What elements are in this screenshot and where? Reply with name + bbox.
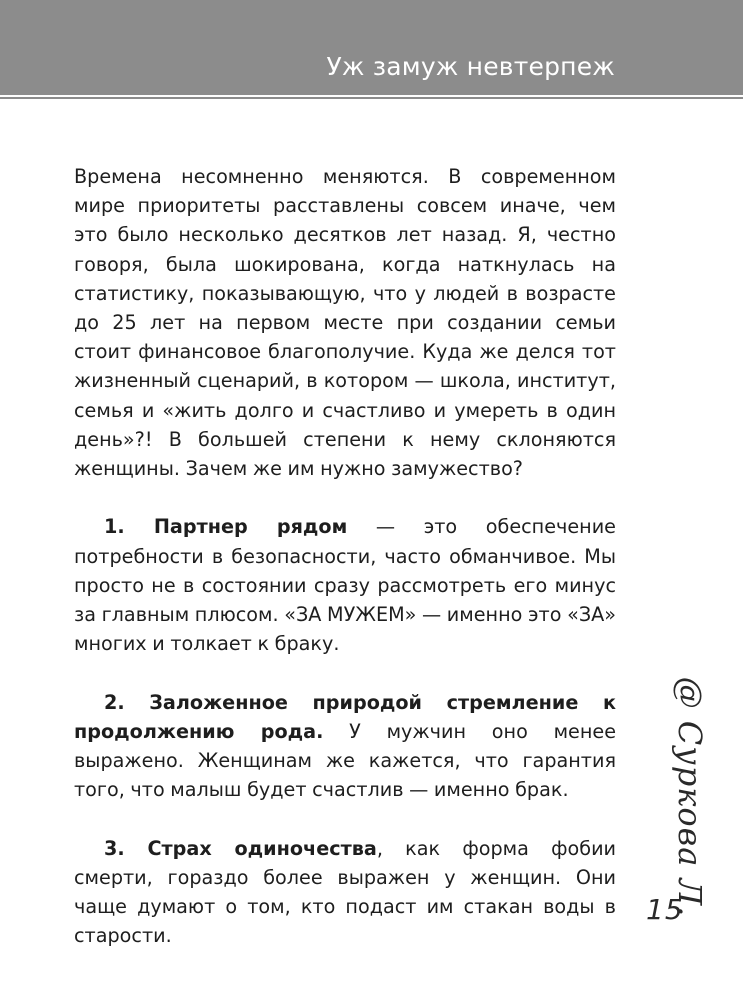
intro-paragraph: Времена несомненно меняются. В современном мире приоритеты расставлены совсем иначе, чем это было несколько десятков лет назад. Я, честно говоря, была шокирована, когда наткнулась на статистику, показывающую, что у людей в возрасте до 25 лет на первом месте при создании семьи стоит финансовое благополучие. Куда же делся тот жизненный сценарий, в котором — школа, институт, семья и «жить долго и счастливо и умереть в один день»?! В большей степени к нему склоняются женщины. Зачем же им нужно замужество? [74, 165, 616, 481]
point-1-paragraph [74, 512, 616, 658]
running-title: Уж замуж невтерпеж [326, 52, 615, 81]
header-rule [0, 97, 743, 99]
point-2-paragraph [74, 688, 616, 805]
author-credit: @ Суркова Л. [671, 676, 709, 918]
page-body [74, 162, 616, 950]
point-2-text: У мужчин оно менее выражено. Женщинам же кажется, что гарантия того, что малыш будет счастлив — именно брак. [74, 719, 616, 802]
point-3-paragraph [74, 834, 616, 951]
page-number: 15 [646, 893, 684, 926]
point-1-text: — это обеспечение потребности в безопасности, часто обманчивое. Мы просто не в состоянии сразу рассмотреть его минус за главным плюсом. «ЗА МУЖЕМ» — именно это «ЗА» многих и толкает к браку. [74, 515, 616, 656]
point-1-lead: 1. Партнер рядом [104, 515, 348, 539]
point-3-text: , как форма фобии смерти, гораздо более выражен у женщин. Они чаще думают о том, кто подаст им стакан воды в старости. [74, 836, 617, 948]
point-3-lead: 3. Страх одиночества [104, 836, 377, 860]
point-2-lead: 2. Заложенное природой стремление к продолжению рода. [74, 690, 616, 743]
